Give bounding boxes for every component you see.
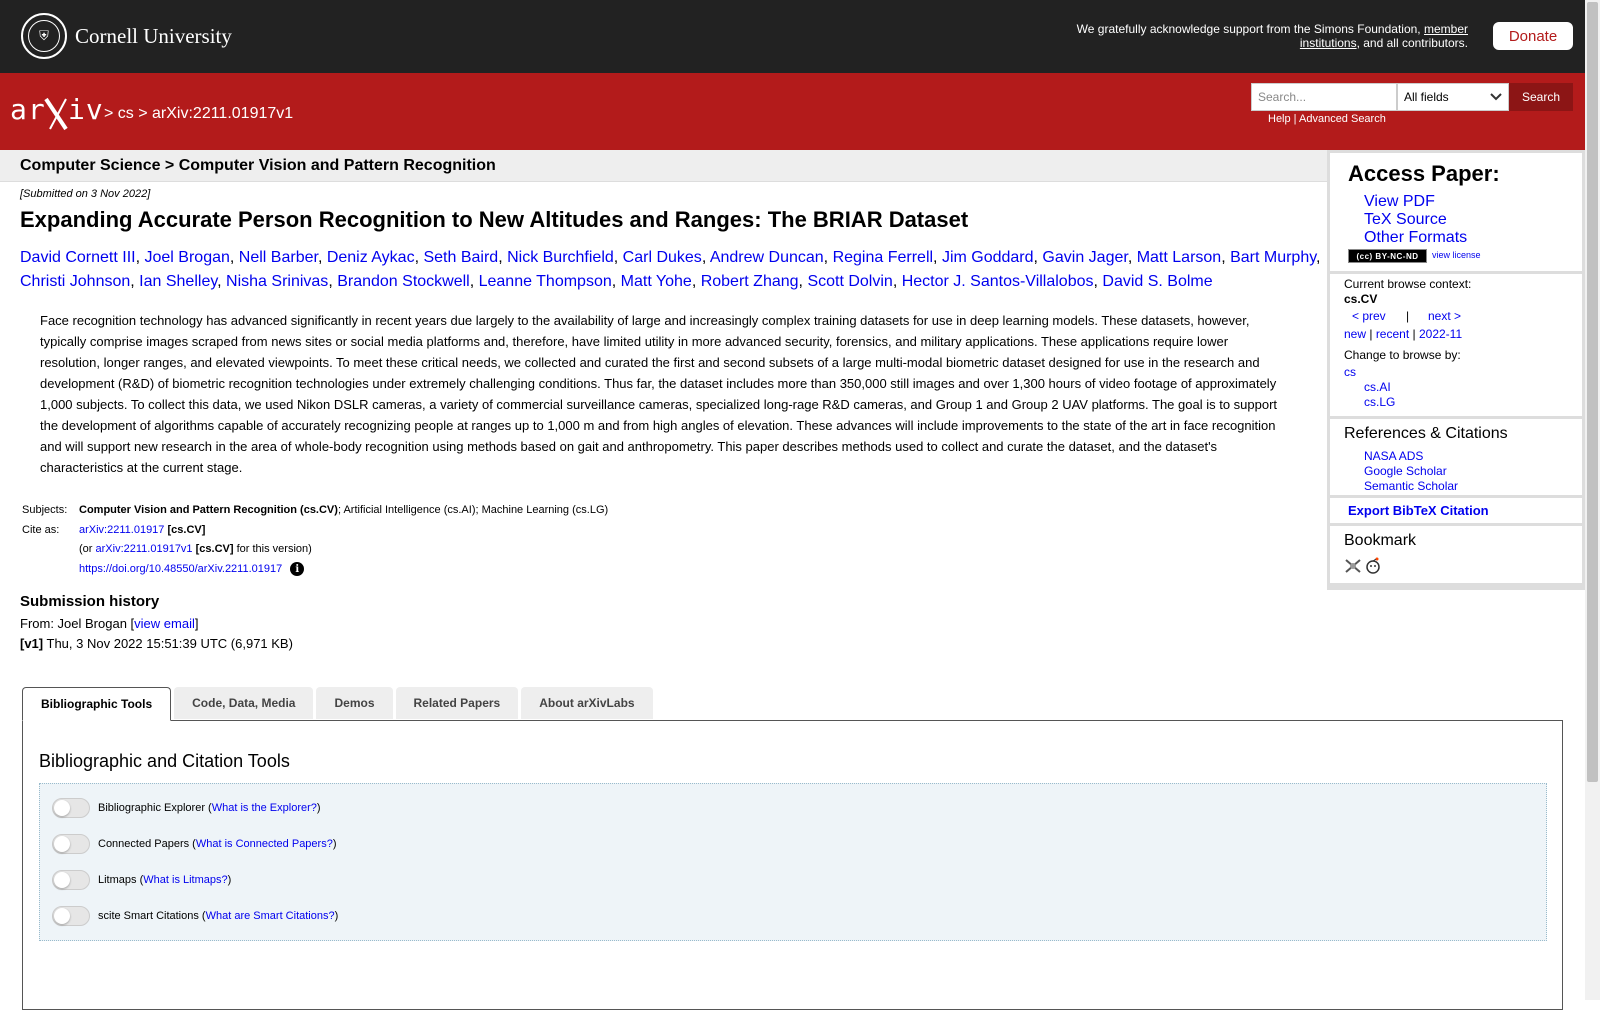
browse-context-box [1330, 274, 1582, 416]
labs-tabs [22, 687, 653, 721]
tab-code-data-media[interactable]: Code, Data, Media [174, 687, 313, 719]
scite-toggle[interactable] [52, 906, 90, 926]
doi-link[interactable]: https://doi.org/10.48550/arXiv.2211.01917 [79, 562, 283, 575]
litmaps-toggle[interactable] [52, 870, 90, 890]
tool-row-litmaps: Litmaps ( What is Litmaps? ) [52, 870, 231, 890]
author-link[interactable]: Joel Brogan [144, 249, 230, 266]
subjects-value: Computer Vision and Pattern Recognition (cs.CV); Artificial Intelligence (cs.AI); Machine Learning (cs.LG) [79, 504, 609, 516]
author-link[interactable]: Bart Murphy [1230, 249, 1317, 266]
page-scrollbar[interactable] [1585, 0, 1600, 1000]
export-box [1330, 498, 1582, 523]
references-box [1330, 419, 1582, 495]
reddit-icon[interactable] [1364, 556, 1382, 574]
support-text: We gratefully acknowledge support from the Simons Foundation, member institutions, and all contributors. [1076, 22, 1468, 50]
tab-demos[interactable]: Demos [316, 687, 392, 719]
subject-header [0, 150, 1327, 182]
new-link[interactable]: new [1344, 327, 1367, 341]
tab-bibliographic-tools[interactable]: Bibliographic Tools [22, 687, 171, 721]
prev-link[interactable]: < prev [1352, 309, 1386, 323]
view-email-link[interactable]: view email [134, 616, 195, 631]
bookmark-box [1330, 526, 1582, 583]
recent-link[interactable]: recent [1375, 327, 1410, 341]
cite-version-link[interactable]: arXiv:2211.01917v1 [95, 543, 193, 555]
search-field-select[interactable]: All fields [1397, 83, 1509, 111]
author-link[interactable]: Robert Zhang [700, 273, 799, 290]
author-link[interactable]: Deniz Aykac [326, 249, 415, 266]
author-link[interactable]: Andrew Duncan [709, 249, 824, 266]
connected-papers-toggle[interactable] [52, 834, 90, 854]
author-link[interactable]: Scott Dolvin [807, 273, 893, 290]
tool-row-connected-papers: Connected Papers ( What is Connected Papers? ) [52, 834, 337, 854]
submission-version: [v1] Thu, 3 Nov 2022 15:51:39 UTC (6,971 KB) [20, 636, 293, 651]
explorer-help-link[interactable]: What is the Explorer? [211, 802, 317, 814]
export-bibtex-link[interactable]: Export BibTeX Citation [1348, 503, 1489, 518]
tool-row-scite: scite Smart Citations ( What are Smart Citations? ) [52, 906, 338, 926]
cornell-seal-icon: ⛨ [21, 13, 67, 59]
change-browse-label: Change to browse by: [1344, 348, 1461, 362]
tools-list [39, 783, 1547, 941]
browse-cs-lg-link[interactable]: cs.LG [1364, 395, 1396, 409]
bibsonomy-icon[interactable] [1344, 558, 1362, 574]
author-link[interactable]: David S. Bolme [1102, 273, 1213, 290]
author-link[interactable]: Jim Goddard [941, 249, 1034, 266]
panel-title: Bibliographic and Citation Tools [39, 751, 290, 771]
author-link[interactable]: David Cornett III [20, 249, 136, 266]
separator: | [1406, 309, 1410, 323]
browse-links: new | recent | 2022-11 [1344, 327, 1463, 341]
abstract: Face recognition technology has advanced significantly in recent years due largely to the availability of large and increasingly complex training datasets for use in deep learning models. These datasets, however, typically comprise images scraped from news sites or social media platforms and, therefore, have limited utility in more advanced security, forensics, and military applications. These applications require lower resolution, longer ranges, and elevated viewpoints. To meet these critical needs, we collected and curated the first and second subsets of a large multi-modal biometric dataset designed for use in the research and development (R&D) of biometric recognition technologies under extremely challenging conditions. Thus far, the dataset includes more than 350,000 still images and over 1,300 hours of video footage of approximately 1,000 subjects. To collect this data, we used Nikon DSLR cameras, a variety of commercial surveillance cameras, specialized long-rage R&D cameras, and Group 1 and Group 2 UAV platforms. The goal is to support the development of algorithms capable of accurately recognizing people at ranges up to 1,000 m and from high angles of elevation. These advances will include improvements to the state of the art in face recognition and will support new research in the area of whole-body recognition using methods based on gait and anthropometry. This paper describes methods used to collect and curate the dataset, and the dataset's characteristics at the current stage. [40, 313, 1278, 475]
submission-history-title: Submission history [20, 593, 160, 610]
help-link[interactable]: Help [1268, 113, 1291, 125]
semantic-scholar-link[interactable]: Semantic Scholar [1364, 479, 1459, 493]
scite-help-link[interactable]: What are Smart Citations? [205, 910, 335, 922]
month-link[interactable]: 2022-11 [1418, 327, 1463, 341]
arxiv-logo-icon [10, 91, 104, 131]
author-link[interactable]: Nick Burchfield [507, 249, 614, 266]
subject-breadcrumb: Computer Science > Computer Vision and Pattern Recognition [20, 157, 496, 174]
cornell-logo[interactable] [21, 13, 232, 59]
scroll-thumb[interactable] [1587, 2, 1598, 782]
breadcrumb[interactable]: > cs > arXiv:2211.01917v1 [104, 105, 294, 122]
paper-metadata: Subjects: Computer Vision and Pattern Recognition (cs.CV); Artificial Intelligence (cs.AI); Machine Learning (cs.LG) Cite as: arXiv:2211.01917 [cs.CV] (or arXiv:2211.01917v1 [cs.CV] for this version) https://doi.org/10.48550/arXiv.2211.01917 i [22, 501, 608, 579]
search-button[interactable]: Search [1509, 83, 1573, 111]
author-link[interactable]: Nisha Srinivas [226, 273, 329, 290]
access-paper-box [1330, 153, 1582, 271]
search-form [1251, 83, 1573, 111]
chevron-down-icon [1490, 93, 1502, 101]
browse-context-label: Current browse context: [1344, 277, 1472, 291]
nasa-ads-link[interactable]: NASA ADS [1364, 449, 1424, 463]
sidebar [1327, 150, 1585, 590]
tab-about-arxivlabs[interactable]: About arXivLabs [521, 687, 652, 719]
license-badge[interactable]: (cc) BY-NC-ND [1348, 249, 1427, 263]
bookmark-title: Bookmark [1344, 532, 1417, 549]
browse-context-value: cs.CV [1344, 292, 1378, 306]
author-link[interactable]: Seth Baird [423, 249, 499, 266]
search-input[interactable]: Search... [1251, 83, 1397, 111]
author-link[interactable]: Matt Larson [1136, 249, 1222, 266]
arxiv-logo[interactable] [10, 91, 104, 139]
access-paper-title: Access Paper: [1348, 161, 1500, 186]
litmaps-help-link[interactable]: What is Litmaps? [143, 874, 228, 886]
top-banner [0, 0, 1585, 73]
tab-panel [22, 720, 1563, 1010]
next-link[interactable]: next > [1428, 309, 1462, 323]
connected-papers-help-link[interactable]: What is Connected Papers? [195, 838, 333, 850]
tex-source-link[interactable]: TeX Source [1364, 211, 1447, 228]
author-link[interactable]: Carl Dukes [622, 249, 702, 266]
submission-from: From: Joel Brogan [view email] [20, 616, 199, 631]
paper-title: Expanding Accurate Person Recognition to New Altitudes and Ranges: The BRIAR Dataset [20, 207, 969, 232]
author-link[interactable]: Gavin Jager [1042, 249, 1128, 266]
svg-text:iv: iv [68, 93, 104, 126]
arxiv-header [0, 73, 1585, 150]
subjects-label: Subjects: [22, 504, 68, 516]
google-scholar-link[interactable]: Google Scholar [1364, 464, 1447, 478]
cite-link[interactable]: arXiv:2211.01917 [79, 523, 165, 536]
author-link[interactable]: Matt Yohe [620, 273, 692, 290]
author-link[interactable]: Regina Ferrell [832, 249, 934, 266]
donate-button[interactable]: Donate [1493, 22, 1573, 50]
tool-row-explorer: Bibliographic Explorer ( What is the Explorer? ) [52, 798, 321, 818]
browse-cs-ai-link[interactable]: cs.AI [1364, 380, 1391, 394]
author-link[interactable]: Ian Shelley [139, 273, 218, 290]
view-pdf-link[interactable]: View PDF [1364, 193, 1435, 210]
info-icon[interactable]: i [290, 562, 304, 576]
member-institutions-link[interactable]: member institutions [1299, 22, 1468, 50]
submission-date: [Submitted on 3 Nov 2022] [20, 188, 151, 200]
view-license-link[interactable]: view license [1432, 250, 1481, 260]
author-link[interactable]: Brandon Stockwell [337, 273, 470, 290]
advanced-search-link[interactable]: Advanced Search [1299, 113, 1386, 125]
tab-related-papers[interactable]: Related Papers [396, 687, 519, 719]
browse-cs-link[interactable]: cs [1344, 365, 1356, 379]
author-link[interactable]: Leanne Thompson [478, 273, 612, 290]
explorer-toggle[interactable] [52, 798, 90, 818]
references-title: References & Citations [1344, 425, 1508, 442]
author-link[interactable]: Nell Barber [238, 249, 318, 266]
cite-label: Cite as: [22, 523, 60, 536]
other-formats-link[interactable]: Other Formats [1364, 229, 1468, 246]
search-help-links: Help | Advanced Search [1268, 113, 1386, 125]
university-name: Cornell University [75, 23, 232, 48]
author-link[interactable]: Hector J. Santos-Villalobos [901, 273, 1094, 290]
author-list: David Cornett III, Joel Brogan, Nell Barber, Deniz Aykac, Seth Baird, Nick Burchfield, Carl Dukes, Andrew Duncan, Regina Ferrell, Jim Goddard, Gavin Jager, Matt Larson, Bart Murphy, Christi Johnson, Ian Shelley, Nisha Srinivas, Brandon Stockwell, Leanne Thompson, Matt Yohe, Robert Zhang, Scott Dolvin, Hector J. Santos-Villalobos, David S. Bolme [20, 249, 1321, 290]
svg-text:ar: ar [10, 93, 46, 126]
author-link[interactable]: Christi Johnson [20, 273, 131, 290]
